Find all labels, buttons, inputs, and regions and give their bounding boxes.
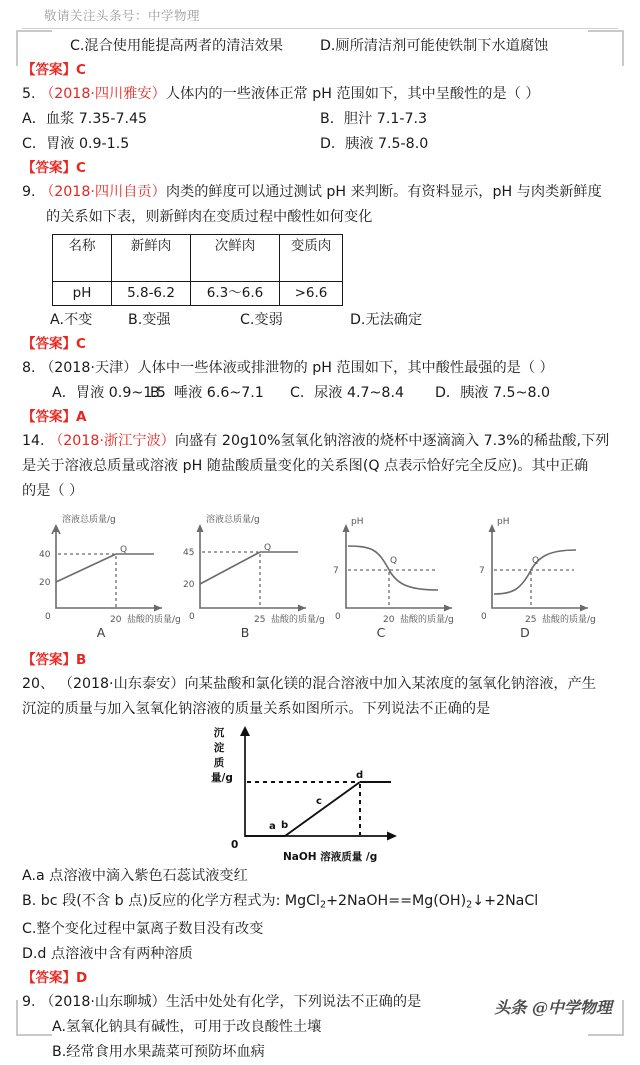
figure-d-point-q: Q	[532, 556, 540, 566]
question-14-stem-line3: 的是（ ）	[22, 483, 84, 499]
answer-top: 【答案】C	[22, 62, 86, 78]
figure-b-xtick-25: 25	[254, 615, 266, 625]
q5-option-c: C．胃液 0.9-1.5	[22, 136, 130, 152]
figure-b-xlabel: 盐酸的质量/g	[271, 615, 325, 625]
figure-a-ytick-40: 40	[39, 550, 51, 560]
q20-option-c: C.整个变化过程中氯离子数目没有改变	[22, 921, 264, 938]
question-8-options	[0, 381, 640, 406]
figure-a-label: A	[96, 625, 106, 640]
q9a-option-d: D.无法确定	[350, 312, 423, 328]
question-9a-number: 9.	[22, 184, 36, 200]
page-header	[0, 0, 640, 30]
q20-option-b	[0, 889, 640, 917]
figure-c-origin: 0	[335, 612, 341, 622]
q20-option-d: D.d 点溶液中含有两种溶质	[22, 946, 193, 963]
figure-a-xlabel: 盐酸的质量/g	[127, 615, 181, 625]
question-9b-number: 9.	[22, 994, 36, 1011]
figure-20-point-a: a	[269, 821, 276, 832]
q8-option-a: A．胃液 0.9~1.5	[52, 385, 166, 401]
figure-20-point-b: b	[281, 820, 289, 831]
table-cell-name-header: 名称	[53, 235, 112, 282]
figure-b-ylabel: 溶液总质量/g	[206, 515, 260, 525]
question-9a-source: （2018·四川自贡）	[40, 184, 166, 200]
q8-option-d: D．胰液 7.5~8.0	[435, 385, 551, 401]
header-divider	[22, 28, 618, 29]
figure-20-origin: 0	[231, 839, 239, 851]
figure-a-point-q: Q	[120, 545, 128, 555]
figure-b-origin: 0	[189, 612, 195, 622]
figure-c	[316, 510, 466, 638]
figure-b-ytick-45: 45	[183, 548, 195, 558]
figure-d-ylabel: pH	[497, 517, 510, 527]
figure-a-xtick-20: 20	[110, 615, 122, 625]
question-5-options-row1	[0, 107, 640, 132]
question-8-source: （2018·天津）	[40, 360, 138, 376]
option-c-text: C.混合使用能提高两者的清洁效果	[70, 38, 284, 54]
question-20-source: （2018·山东泰安）	[58, 676, 185, 692]
figure-d-xtick-25: 25	[525, 615, 537, 625]
q9a-option-b: B.变强	[128, 312, 171, 328]
figure-20-xlabel: NaOH 溶液质量 /g	[283, 851, 378, 863]
q9a-option-a: A.不变	[50, 312, 93, 328]
question-14-stem-text1: 向盛有 20g10%氢氧化钠溶液的烧杯中逐滴滴入 7.3%的稀盐酸,下列	[174, 433, 610, 449]
figure-d	[462, 510, 612, 638]
figure-b-label: B	[240, 625, 250, 640]
answer-question-8: 【答案】A	[22, 409, 87, 425]
q9b-option-a: A.氢氧化钠具有碱性，可用于改良酸性土壤	[52, 1019, 322, 1036]
option-d-text: D.厕所清洁剂可能使铁制下水道腐蚀	[320, 38, 549, 54]
question-9a-stem-text1: 肉类的鲜度可以通过测试 pH 来判断。有资料显示，pH 与肉类新鲜度	[165, 184, 602, 200]
figure-d-label: D	[520, 625, 530, 640]
question-14-number: 14.	[22, 433, 45, 449]
question-9a-options	[0, 308, 640, 333]
q5-option-b: B．胆汁 7.1-7.3	[320, 111, 428, 127]
figure-c-xlabel: 盐酸的质量/g	[400, 615, 454, 625]
figure-20-ylabel: 沉淀质量/g	[211, 727, 233, 784]
figure-c-label: C	[376, 625, 386, 640]
q5-option-d: D．胰液 7.5-8.0	[320, 136, 429, 152]
q20-subscript-2a: 2	[320, 899, 327, 911]
table-cell-ph-label: pH	[53, 282, 112, 306]
table-row-header	[53, 235, 343, 282]
table-cell-ph-spoiled: >6.6	[280, 282, 343, 306]
question-5-options-row2	[0, 132, 640, 157]
question-8-stem-text: 人体中一些体液或排泄物的 pH 范围如下，其中酸性最强的是（ ）	[137, 360, 554, 376]
meat-ph-table	[52, 234, 343, 306]
answer-question-14: 【答案】B	[22, 652, 87, 668]
table-row-ph	[53, 282, 343, 306]
watermark-text: 头条 @中学物理	[494, 998, 612, 1017]
figure-20-point-c: c	[316, 796, 322, 807]
figure-c-xtick-20: 20	[383, 615, 395, 625]
question-8-number: 8.	[22, 360, 36, 376]
table-cell-ph-semifresh: 6.3～6.6	[191, 282, 280, 306]
q20-option-b-pre: B. bc 段(不含 b 点)反应的化学方程式为: MgCl	[22, 893, 320, 909]
question-20-figure-inner	[205, 724, 495, 864]
question-14-source: （2018·浙江宁波）	[49, 433, 175, 449]
question-20-stem-text1: 向某盐酸和氯化镁的混合溶液中加入某浓度的氢氧化钠溶液，产生	[184, 676, 596, 692]
follow-account-text: 敬请关注头条号：中学物理	[44, 8, 201, 23]
figure-a-ytick-20: 20	[39, 578, 51, 588]
figure-20-point-d: d	[356, 770, 364, 781]
q8-option-b: B．唾液 6.6~7.1	[150, 385, 264, 401]
figure-c-point-q: Q	[390, 556, 398, 566]
answer-question-20: 【答案】D	[22, 970, 88, 987]
answer-question-5: 【答案】C	[22, 160, 86, 176]
q5-option-a: A．血浆 7.35-7.45	[22, 111, 148, 127]
q9b-option-b: B.经常食用水果蔬菜可预防坏血病	[52, 1044, 265, 1061]
table-cell-spoiled-header: 变质肉	[280, 235, 343, 282]
question-9a-stem-line2: 的关系如下表，则新鲜肉在变质过程中酸性如何变化	[46, 209, 373, 225]
figure-b	[170, 510, 325, 640]
question-20-figure	[0, 724, 640, 864]
question-5-stem-text: 人体内的一些液体正常 pH 范围如下，其中呈酸性的是（ ）	[165, 86, 540, 102]
answer-question-9a: 【答案】C	[22, 336, 86, 352]
document-content	[0, 34, 640, 1065]
figure-d-svg	[462, 510, 612, 638]
question-9a-stem-line1	[0, 180, 640, 205]
figure-c-svg	[316, 510, 466, 638]
question-14-figures	[0, 510, 640, 645]
q20-subscript-2b: 2	[466, 899, 473, 911]
q20-option-a: A.a 点溶液中滴入紫色石蕊试液变红	[22, 868, 248, 884]
q9a-option-c: C.变弱	[240, 312, 283, 328]
figure-b-ytick-20: 20	[183, 580, 195, 590]
question-20-stem-line1	[0, 672, 640, 697]
figure-d-origin: 0	[481, 612, 487, 622]
question-8-stem	[0, 356, 640, 381]
figure-b-svg	[170, 510, 325, 638]
q8-option-c: C．尿液 4.7~8.4	[290, 385, 404, 401]
figure-a-svg	[26, 510, 181, 638]
figure-a-ylabel: 溶液总质量/g	[62, 515, 116, 525]
table-cell-fresh-header: 新鲜肉	[112, 235, 191, 282]
question-14-stem-line2: 是关于溶液总质量或溶液 pH 随盐酸质量变化的关系图(Q 点表示恰好完全反应)。其中正确	[22, 458, 589, 474]
q20-option-b-end: ↓+2NaCl	[472, 893, 539, 909]
question-20-stem-line2: 沉淀的质量与加入氢氧化钠溶液的质量关系如图所示。下列说法不正确的是	[22, 701, 491, 717]
figure-d-ytick-7: 7	[479, 566, 485, 576]
q20-option-b-mid: +2NaOH==Mg(OH)	[326, 893, 467, 909]
question-5-source: （2018·四川雅安）	[40, 86, 166, 102]
figure-c-ytick-7: 7	[333, 566, 339, 576]
figure-20-svg	[205, 724, 495, 864]
question-5-stem	[0, 82, 640, 107]
question-9b-source: （2018·山东聊城）	[40, 994, 166, 1011]
figure-c-ylabel: pH	[351, 517, 364, 527]
question-14-stem-line1	[0, 429, 640, 454]
figure-a	[26, 510, 181, 640]
question-top-options	[0, 34, 640, 59]
figure-b-point-q: Q	[264, 543, 272, 553]
figure-a-origin: 0	[45, 612, 51, 622]
table-cell-semifresh-header: 次鲜肉	[191, 235, 280, 282]
table-cell-ph-fresh: 5.8-6.2	[112, 282, 191, 306]
figure-d-xlabel: 盐酸的质量/g	[542, 615, 596, 625]
question-20-number: 20、	[22, 676, 55, 692]
question-5-number: 5.	[22, 86, 36, 102]
question-9b-stem-text: 生活中处处有化学，下列说法不正确的是	[165, 994, 422, 1011]
